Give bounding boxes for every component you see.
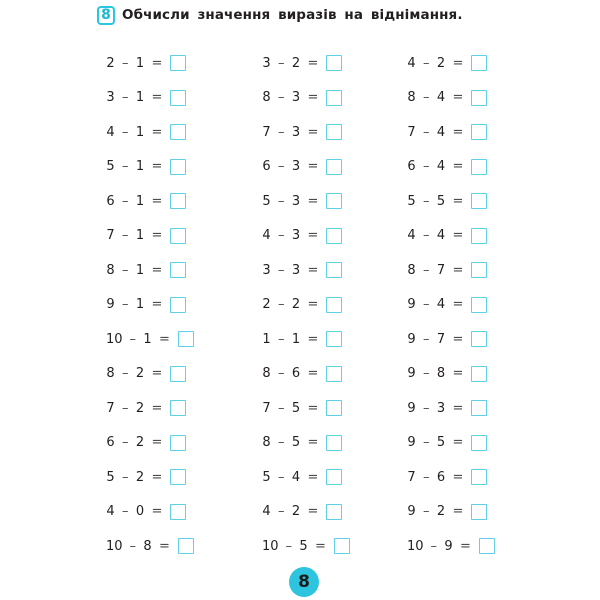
minus-sign: – (278, 504, 285, 520)
minuend: 4 (407, 55, 416, 71)
answer-box[interactable] (326, 331, 342, 347)
minuend: 3 (106, 90, 115, 106)
subtrahend: 1 (135, 297, 145, 313)
subtrahend: 6 (291, 366, 301, 382)
expression-row (106, 288, 226, 323)
subtrahend: 1 (135, 159, 145, 175)
minuend: 9 (407, 331, 416, 347)
minuend: 4 (106, 504, 115, 520)
equals-sign: = (307, 366, 319, 382)
expression-row (407, 46, 527, 81)
minus-sign: – (278, 55, 285, 71)
subtrahend: 2 (291, 55, 301, 71)
expression-row (106, 460, 226, 495)
expression-row (407, 150, 527, 185)
minuend: 6 (407, 159, 416, 175)
minus-sign: – (122, 469, 129, 485)
answer-box[interactable] (471, 331, 487, 347)
minus-sign: – (423, 193, 430, 209)
answer-box[interactable] (326, 262, 342, 278)
subtrahend: 2 (436, 55, 446, 71)
subtrahend: 4 (436, 90, 446, 106)
equals-sign: = (452, 55, 464, 71)
minuend: 7 (106, 228, 115, 244)
expression-row (407, 115, 527, 150)
expression-row (106, 495, 226, 530)
equals-sign: = (307, 469, 319, 485)
minus-sign: – (278, 366, 285, 382)
subtrahend: 1 (135, 90, 145, 106)
equals-sign: = (452, 90, 464, 106)
minuend: 7 (407, 124, 416, 140)
equals-sign: = (307, 55, 319, 71)
equals-sign: = (307, 400, 319, 416)
minus-sign: – (423, 504, 430, 520)
minuend: 5 (262, 193, 271, 209)
minus-sign: – (122, 262, 129, 278)
expression-row (262, 391, 382, 426)
minuend: 7 (262, 124, 271, 140)
equals-sign: = (307, 193, 319, 209)
answer-box[interactable] (471, 400, 487, 416)
minus-sign: – (278, 228, 285, 244)
expression-row (262, 253, 382, 288)
minus-sign: – (122, 400, 129, 416)
expression-row (106, 391, 226, 426)
expression-row (407, 322, 527, 357)
answer-box[interactable] (479, 538, 495, 554)
expression-row (262, 426, 382, 461)
equals-sign: = (307, 228, 319, 244)
minus-sign: – (423, 55, 430, 71)
expression-row (407, 460, 527, 495)
equals-sign: = (151, 159, 163, 175)
answer-box[interactable] (326, 400, 342, 416)
minus-sign: – (122, 193, 129, 209)
expression-row (407, 219, 527, 254)
answer-box[interactable] (170, 469, 186, 485)
minus-sign: – (423, 159, 430, 175)
minus-sign: – (122, 124, 129, 140)
minuend: 3 (262, 55, 271, 71)
subtrahend: 8 (436, 366, 446, 382)
minuend: 9 (106, 297, 115, 313)
expression-row (262, 219, 382, 254)
minus-sign: – (278, 262, 285, 278)
page-number: 8 (289, 567, 319, 597)
minus-sign: – (122, 90, 129, 106)
answer-box[interactable] (170, 193, 186, 209)
subtrahend: 1 (135, 124, 145, 140)
subtrahend: 5 (291, 435, 301, 451)
subtrahend: 3 (291, 159, 301, 175)
minus-sign: – (423, 400, 430, 416)
minuend: 5 (106, 469, 115, 485)
subtrahend: 1 (291, 331, 301, 347)
equals-sign: = (452, 469, 464, 485)
expression-row (262, 81, 382, 116)
minus-sign: – (430, 538, 438, 554)
equals-sign: = (151, 400, 163, 416)
subtrahend: 8 (143, 538, 152, 554)
equals-sign: = (452, 262, 464, 278)
expression-row (106, 253, 226, 288)
expression-row (262, 150, 382, 185)
answer-box[interactable] (471, 90, 487, 106)
minuend: 9 (407, 504, 416, 520)
answer-box[interactable] (326, 366, 342, 382)
answer-box[interactable] (471, 366, 487, 382)
expression-row (106, 357, 226, 392)
equals-sign: = (452, 159, 464, 175)
minuend: 8 (262, 90, 271, 106)
answer-box[interactable] (170, 55, 186, 71)
subtrahend: 7 (436, 331, 446, 347)
expression-row (407, 81, 527, 116)
expression-row (106, 150, 226, 185)
subtrahend: 3 (291, 228, 301, 244)
subtrahend: 1 (135, 193, 145, 209)
subtrahend: 9 (444, 538, 453, 554)
expression-row (407, 357, 527, 392)
equals-sign: = (315, 538, 326, 554)
expression-row (106, 529, 226, 564)
answer-box[interactable] (170, 435, 186, 451)
minus-sign: – (278, 297, 285, 313)
equals-sign: = (151, 366, 163, 382)
minus-sign: – (278, 435, 285, 451)
minuend: 7 (106, 400, 115, 416)
task-number-badge: 8 (97, 6, 115, 25)
minuend: 8 (407, 90, 416, 106)
answer-box[interactable] (326, 124, 342, 140)
answer-box[interactable] (170, 297, 186, 313)
minus-sign: – (423, 228, 430, 244)
minuend: 7 (262, 400, 271, 416)
equals-sign: = (151, 504, 163, 520)
minus-sign: – (423, 331, 430, 347)
minus-sign: – (122, 504, 129, 520)
equals-sign: = (452, 193, 464, 209)
subtrahend: 4 (436, 159, 446, 175)
equals-sign: = (307, 262, 319, 278)
equals-sign: = (452, 504, 464, 520)
answer-box[interactable] (471, 435, 487, 451)
expression-row (262, 115, 382, 150)
exercise-column-2 (262, 46, 382, 564)
minus-sign: – (278, 193, 285, 209)
answer-box[interactable] (471, 297, 487, 313)
minus-sign: – (423, 435, 430, 451)
task-instruction: Обчисли значення виразів на віднімання. (122, 7, 463, 23)
answer-box[interactable] (326, 228, 342, 244)
minuend: 6 (106, 193, 115, 209)
expression-row (262, 495, 382, 530)
task-header (97, 4, 463, 26)
minus-sign: – (122, 297, 129, 313)
minuend: 10 (407, 538, 424, 554)
minuend: 4 (407, 228, 416, 244)
equals-sign: = (452, 228, 464, 244)
minuend: 2 (262, 297, 271, 313)
subtrahend: 6 (436, 469, 446, 485)
answer-box[interactable] (471, 228, 487, 244)
minus-sign: – (122, 366, 129, 382)
equals-sign: = (151, 193, 163, 209)
equals-sign: = (307, 124, 319, 140)
minuend: 9 (407, 435, 416, 451)
answer-box[interactable] (326, 55, 342, 71)
equals-sign: = (307, 504, 319, 520)
answer-box[interactable] (170, 262, 186, 278)
minuend: 8 (262, 435, 271, 451)
minuend: 5 (407, 193, 416, 209)
subtrahend: 3 (291, 262, 301, 278)
subtrahend: 1 (143, 331, 152, 347)
equals-sign: = (307, 159, 319, 175)
equals-sign: = (452, 124, 464, 140)
subtrahend: 2 (135, 400, 145, 416)
subtrahend: 5 (291, 400, 301, 416)
exercise-column-3 (407, 46, 527, 564)
equals-sign: = (159, 331, 170, 347)
minuend: 5 (262, 469, 271, 485)
subtrahend: 3 (291, 124, 301, 140)
answer-box[interactable] (326, 159, 342, 175)
expression-row (262, 184, 382, 219)
answer-box[interactable] (326, 469, 342, 485)
minus-sign: – (278, 90, 285, 106)
minuend: 10 (106, 538, 123, 554)
minuend: 9 (407, 366, 416, 382)
equals-sign: = (307, 435, 319, 451)
minus-sign: – (122, 55, 129, 71)
answer-box[interactable] (471, 159, 487, 175)
minus-sign: – (122, 435, 129, 451)
equals-sign: = (452, 435, 464, 451)
equals-sign: = (151, 469, 163, 485)
expression-row (262, 357, 382, 392)
minuend: 6 (106, 435, 115, 451)
minuend: 8 (262, 366, 271, 382)
subtrahend: 3 (291, 193, 301, 209)
subtrahend: 3 (291, 90, 301, 106)
minus-sign: – (278, 400, 285, 416)
minuend: 4 (262, 228, 271, 244)
expression-row (106, 219, 226, 254)
minus-sign: – (122, 159, 129, 175)
equals-sign: = (452, 366, 464, 382)
minuend: 7 (407, 469, 416, 485)
minuend: 10 (262, 538, 279, 554)
expression-row (407, 288, 527, 323)
minuend: 5 (106, 159, 115, 175)
subtrahend: 2 (135, 435, 145, 451)
subtrahend: 3 (436, 400, 446, 416)
equals-sign: = (307, 297, 319, 313)
answer-box[interactable] (178, 331, 194, 347)
expression-row (106, 115, 226, 150)
minuend: 6 (262, 159, 271, 175)
equals-sign: = (151, 435, 163, 451)
expression-row (407, 184, 527, 219)
answer-box[interactable] (334, 538, 350, 554)
minus-sign: – (278, 331, 285, 347)
subtrahend: 2 (436, 504, 446, 520)
answer-box[interactable] (178, 538, 194, 554)
subtrahend: 7 (436, 262, 446, 278)
minuend: 3 (262, 262, 271, 278)
minus-sign: – (423, 297, 430, 313)
answer-box[interactable] (170, 159, 186, 175)
subtrahend: 2 (135, 469, 145, 485)
subtrahend: 5 (299, 538, 308, 554)
expression-row (262, 529, 382, 564)
minus-sign: – (423, 262, 430, 278)
expression-row (106, 184, 226, 219)
equals-sign: = (460, 538, 471, 554)
answer-box[interactable] (170, 504, 186, 520)
answer-box[interactable] (471, 504, 487, 520)
equals-sign: = (307, 331, 319, 347)
expression-row (106, 322, 226, 357)
minuend: 9 (407, 297, 416, 313)
equals-sign: = (159, 538, 170, 554)
expression-row (407, 391, 527, 426)
subtrahend: 2 (291, 297, 301, 313)
minus-sign: – (423, 366, 430, 382)
expression-row (262, 460, 382, 495)
equals-sign: = (151, 124, 163, 140)
minuend: 1 (262, 331, 271, 347)
expression-row (407, 495, 527, 530)
minuend: 2 (106, 55, 115, 71)
minuend: 8 (106, 366, 115, 382)
equals-sign: = (452, 331, 464, 347)
equals-sign: = (307, 90, 319, 106)
expression-row (106, 426, 226, 461)
subtrahend: 0 (135, 504, 145, 520)
expression-row (407, 529, 527, 564)
expression-row (262, 46, 382, 81)
subtrahend: 4 (291, 469, 301, 485)
answer-box[interactable] (326, 90, 342, 106)
minus-sign: – (423, 469, 430, 485)
answer-box[interactable] (326, 435, 342, 451)
minuend: 4 (106, 124, 115, 140)
expression-row (407, 253, 527, 288)
equals-sign: = (151, 228, 163, 244)
subtrahend: 2 (135, 366, 145, 382)
minuend: 8 (106, 262, 115, 278)
answer-box[interactable] (326, 297, 342, 313)
minus-sign: – (423, 90, 430, 106)
minus-sign: – (423, 124, 430, 140)
answer-box[interactable] (326, 504, 342, 520)
minus-sign: – (285, 538, 293, 554)
expression-row (262, 288, 382, 323)
subtrahend: 1 (135, 55, 145, 71)
minuend: 4 (262, 504, 271, 520)
answer-box[interactable] (326, 193, 342, 209)
equals-sign: = (151, 262, 163, 278)
equals-sign: = (151, 55, 163, 71)
subtrahend: 2 (291, 504, 301, 520)
expression-row (106, 46, 226, 81)
subtrahend: 5 (436, 193, 446, 209)
equals-sign: = (151, 90, 163, 106)
minus-sign: – (129, 538, 137, 554)
answer-box[interactable] (471, 55, 487, 71)
minus-sign: – (278, 124, 285, 140)
subtrahend: 4 (436, 124, 446, 140)
subtrahend: 1 (135, 228, 145, 244)
subtrahend: 1 (135, 262, 145, 278)
equals-sign: = (452, 400, 464, 416)
answer-box[interactable] (471, 262, 487, 278)
subtrahend: 4 (436, 297, 446, 313)
answer-box[interactable] (170, 228, 186, 244)
answer-box[interactable] (170, 124, 186, 140)
equals-sign: = (151, 297, 163, 313)
minus-sign: – (122, 228, 129, 244)
subtrahend: 4 (436, 228, 446, 244)
expression-row (262, 322, 382, 357)
minus-sign: – (278, 159, 285, 175)
answer-box[interactable] (170, 400, 186, 416)
minus-sign: – (278, 469, 285, 485)
subtrahend: 5 (436, 435, 446, 451)
answer-box[interactable] (471, 193, 487, 209)
exercise-column-1 (106, 46, 226, 564)
answer-box[interactable] (471, 124, 487, 140)
answer-box[interactable] (170, 366, 186, 382)
minuend: 10 (106, 331, 123, 347)
expression-row (106, 81, 226, 116)
expression-row (407, 426, 527, 461)
answer-box[interactable] (170, 90, 186, 106)
answer-box[interactable] (471, 469, 487, 485)
minuend: 9 (407, 400, 416, 416)
equals-sign: = (452, 297, 464, 313)
minus-sign: – (129, 331, 137, 347)
minuend: 8 (407, 262, 416, 278)
